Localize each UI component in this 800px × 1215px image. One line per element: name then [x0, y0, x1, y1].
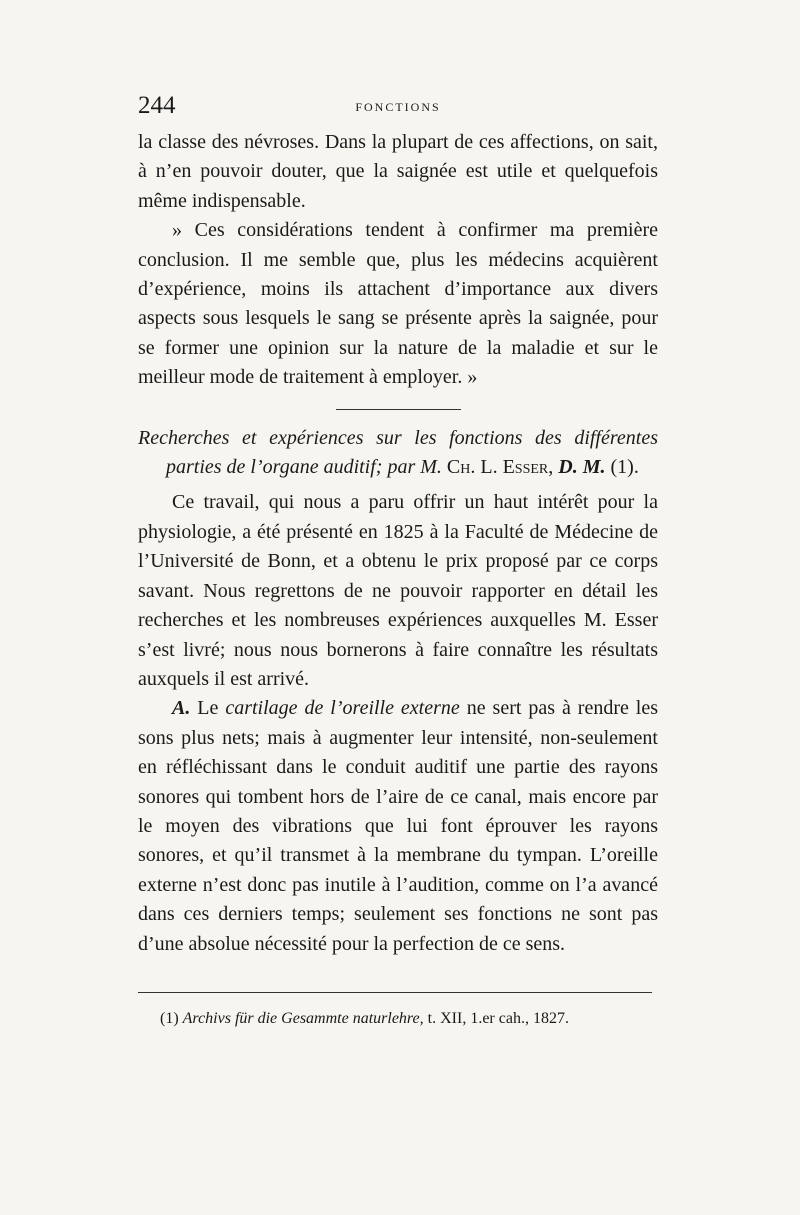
article-paragraph-a-text: ne sert pas à rendre les sons plus nets; mais à augmenter leur intensité, non-seulement en réfléchissant dans le conduit auditif une partie des rayons sonores qui tombent hors de l’aire de ce canal, mais encore par le moyen des vibrations que lui font éprouver les rayons sonores, et qu’il transmet à la membrane du tympan. L’oreille externe n’est donc pas inutile à l’audition, comme on l’a avancé dans ces derniers temps; seulement ses fonctions ne sont pas d’une absolue nécessité pour la perfection de ce sens.	[138, 697, 659, 955]
footnote-source: Archivs für die Gesammte naturlehre,	[182, 1010, 424, 1027]
article-title	[138, 424, 658, 483]
footnote-details: t. XII, 1.er cah., 1827.	[427, 1010, 569, 1027]
main-text	[138, 128, 658, 959]
running-head: FONCTIONS	[355, 100, 441, 114]
footnote-divider	[138, 992, 652, 993]
page-header	[138, 92, 658, 122]
author-prefix: M.	[420, 456, 442, 479]
footnote	[160, 1008, 660, 1030]
paragraph-continued: la classe des névroses. Dans la plupart de ces affections, on sait, à n’en pouvoir douter, que la saignée est utile et quelquefois même indispensable.	[138, 131, 658, 212]
footnote-reference: (1).	[610, 456, 639, 479]
article-paragraph-a	[138, 694, 658, 959]
article-paragraph-a-le: Le	[197, 697, 219, 720]
section-divider	[336, 409, 461, 410]
author-degree: D. M.	[558, 456, 606, 479]
footnote-marker: (1)	[160, 1010, 179, 1027]
paragraph-quote: » Ces considérations tendent à confirmer ma première conclusion. Il me semble que, plus les médecins acquièrent d’expérience, moins ils attachent d’importance aux divers aspects sous lesquels le sang se présente après la saignée, pour se former une opinion sur la nature de la maladie et sur le meilleur mode de traitement à employer. »	[138, 219, 658, 389]
emphasis-cartilage: cartilage de l’oreille externe	[225, 697, 460, 720]
article-title-text: Recherches et expériences sur les fonctions des différentes parties de l’organe auditif; par	[138, 426, 658, 479]
author-name: Ch. L. Esser,	[446, 456, 554, 479]
section-letter: A.	[172, 697, 191, 720]
article-paragraph-intro: Ce travail, qui nous a paru offrir un haut intérêt pour la physiologie, a été présenté en 1825 à la Faculté de Médecine de l’Université de Bonn, et a obtenu le prix proposé par ce corps savant. Nous regrettons de ne pouvoir rapporter en détail les recherches et les nombreuses expériences auxquelles M. Esser s’est livré; nous nous bornerons à faire connaître les résultats auxquels il est arrivé.	[138, 491, 658, 690]
page-number: 244	[138, 92, 176, 119]
